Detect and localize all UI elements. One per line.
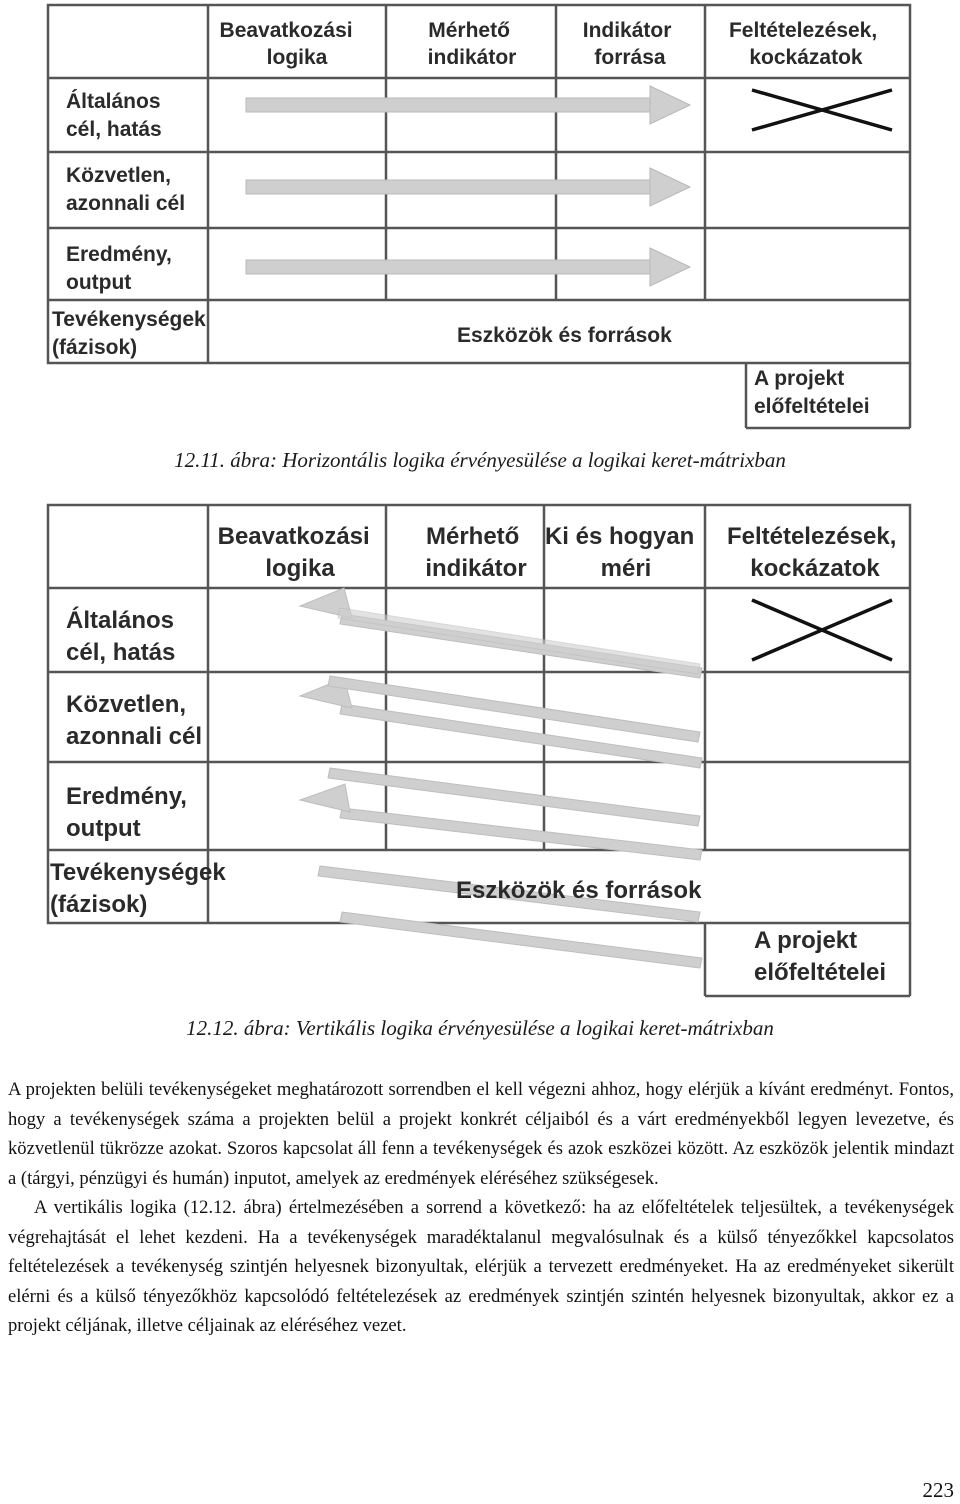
- paragraph-1: A projekten belüli tevékenységeket meghatározott sorrendben el kell végezni ahhoz, hogy elérjük a kívánt eredményt. Fontos, hogy a tevékenységek száma a projekten belül a projekt konkrét céljaiból és a várt eredményekből legyen levezetve, és közvetlenül tükrözze azokat. Szoros kapcsolat áll fenn a tevékenységek és azok eszközei között. Az eszközök jelentik mindazt a (tárgyi, pénzügyi és humán) inputot, amelyek az eredmények eléréséhez szükségesek.: [8, 1079, 954, 1189]
- fig2-col-header-4: Feltételezések, kockázatok: [726, 523, 897, 582]
- page-number: 223: [922, 1478, 954, 1502]
- fig1-col-1-line2: logika: [266, 46, 328, 69]
- fig2-means-label: Eszközök és források: [456, 877, 702, 904]
- fig1-col-1-line1: Beavatkozási: [219, 19, 353, 42]
- fig2-preconditions-label: A projekt előfeltételei: [754, 927, 887, 986]
- body-text: [8, 1075, 954, 1341]
- fig1-row-header-1: Általános cél, hatás: [66, 90, 162, 141]
- fig2-vertical-flow-arrows: [300, 588, 702, 968]
- fig1-preconditions-label: A projekt előfeltételei: [754, 367, 870, 418]
- fig2-col-header-2: Mérhető indikátor: [425, 523, 527, 582]
- fig1-not-applicable-cross: [752, 90, 892, 130]
- fig1-col-header-1: [220, 19, 359, 69]
- fig1-arrow-row-2: [246, 168, 690, 206]
- fig2-col-header-1: Beavatkozási logika: [217, 523, 370, 582]
- fig1-row-header-3: Eredmény, output: [66, 243, 172, 294]
- fig1-row-header-4: Tevékenységek (fázisok): [52, 308, 206, 359]
- fig2-row-header-3: Eredmény, output: [66, 783, 187, 842]
- fig2-not-applicable-cross: [752, 600, 892, 660]
- fig2-row-header-4: Tevékenységek (fázisok): [50, 859, 226, 918]
- fig1-caption: 12.11. ábra: Horizontális logika érvényesülése a logikai keret-mátrixban: [174, 448, 786, 472]
- fig2-caption: 12.12. ábra: Vertikális logika érvényesülése a logikai keret-mátrixban: [186, 1016, 774, 1040]
- fig2-col-header-3: Ki és hogyan méri: [544, 523, 695, 582]
- fig2-row-header-1: Általános cél, hatás: [66, 607, 176, 666]
- fig1-arrow-row-3: [246, 248, 690, 286]
- fig1-arrow-row-1: [246, 86, 690, 124]
- fig1-col-header-2: Mérhető indikátor: [427, 19, 517, 69]
- fig2-row-header-2: Közvetlen, azonnali cél: [66, 691, 203, 750]
- fig1-col-header-3: Indikátor forrása: [582, 19, 672, 69]
- fig1-row-header-2: Közvetlen, azonnali cél: [66, 164, 186, 215]
- paragraph-2: A vertikális logika (12.12. ábra) értelmezésében a sorrend a következő: ha az előfeltételek teljesültek, a tevékenységek végrehajtását el lehet kezdeni. Ha a tevékenységek maradéktalanul megvalósulnak és a külső tényezőkkel kapcsolatos feltételezések a tevékenység szintjén helyesnek bizonyultak, elérjük a tervezett eredményeket. Ha az eredményeket sikerült elérni és a külső tényezőkhöz kapcsolódó feltételezések az eredmények szintjén szintén helyesnek bizonyultak, akkor ez a projekt céljának, illetve céljainak az eléréséhez vezet.: [8, 1197, 954, 1336]
- fig1-col-header-4: Feltételezések, kockázatok: [728, 19, 878, 69]
- figure-horizontal-logic: [0, 0, 960, 470]
- figure-vertical-logic: [0, 500, 960, 1010]
- fig1-means-label: Eszközök és források: [457, 324, 672, 347]
